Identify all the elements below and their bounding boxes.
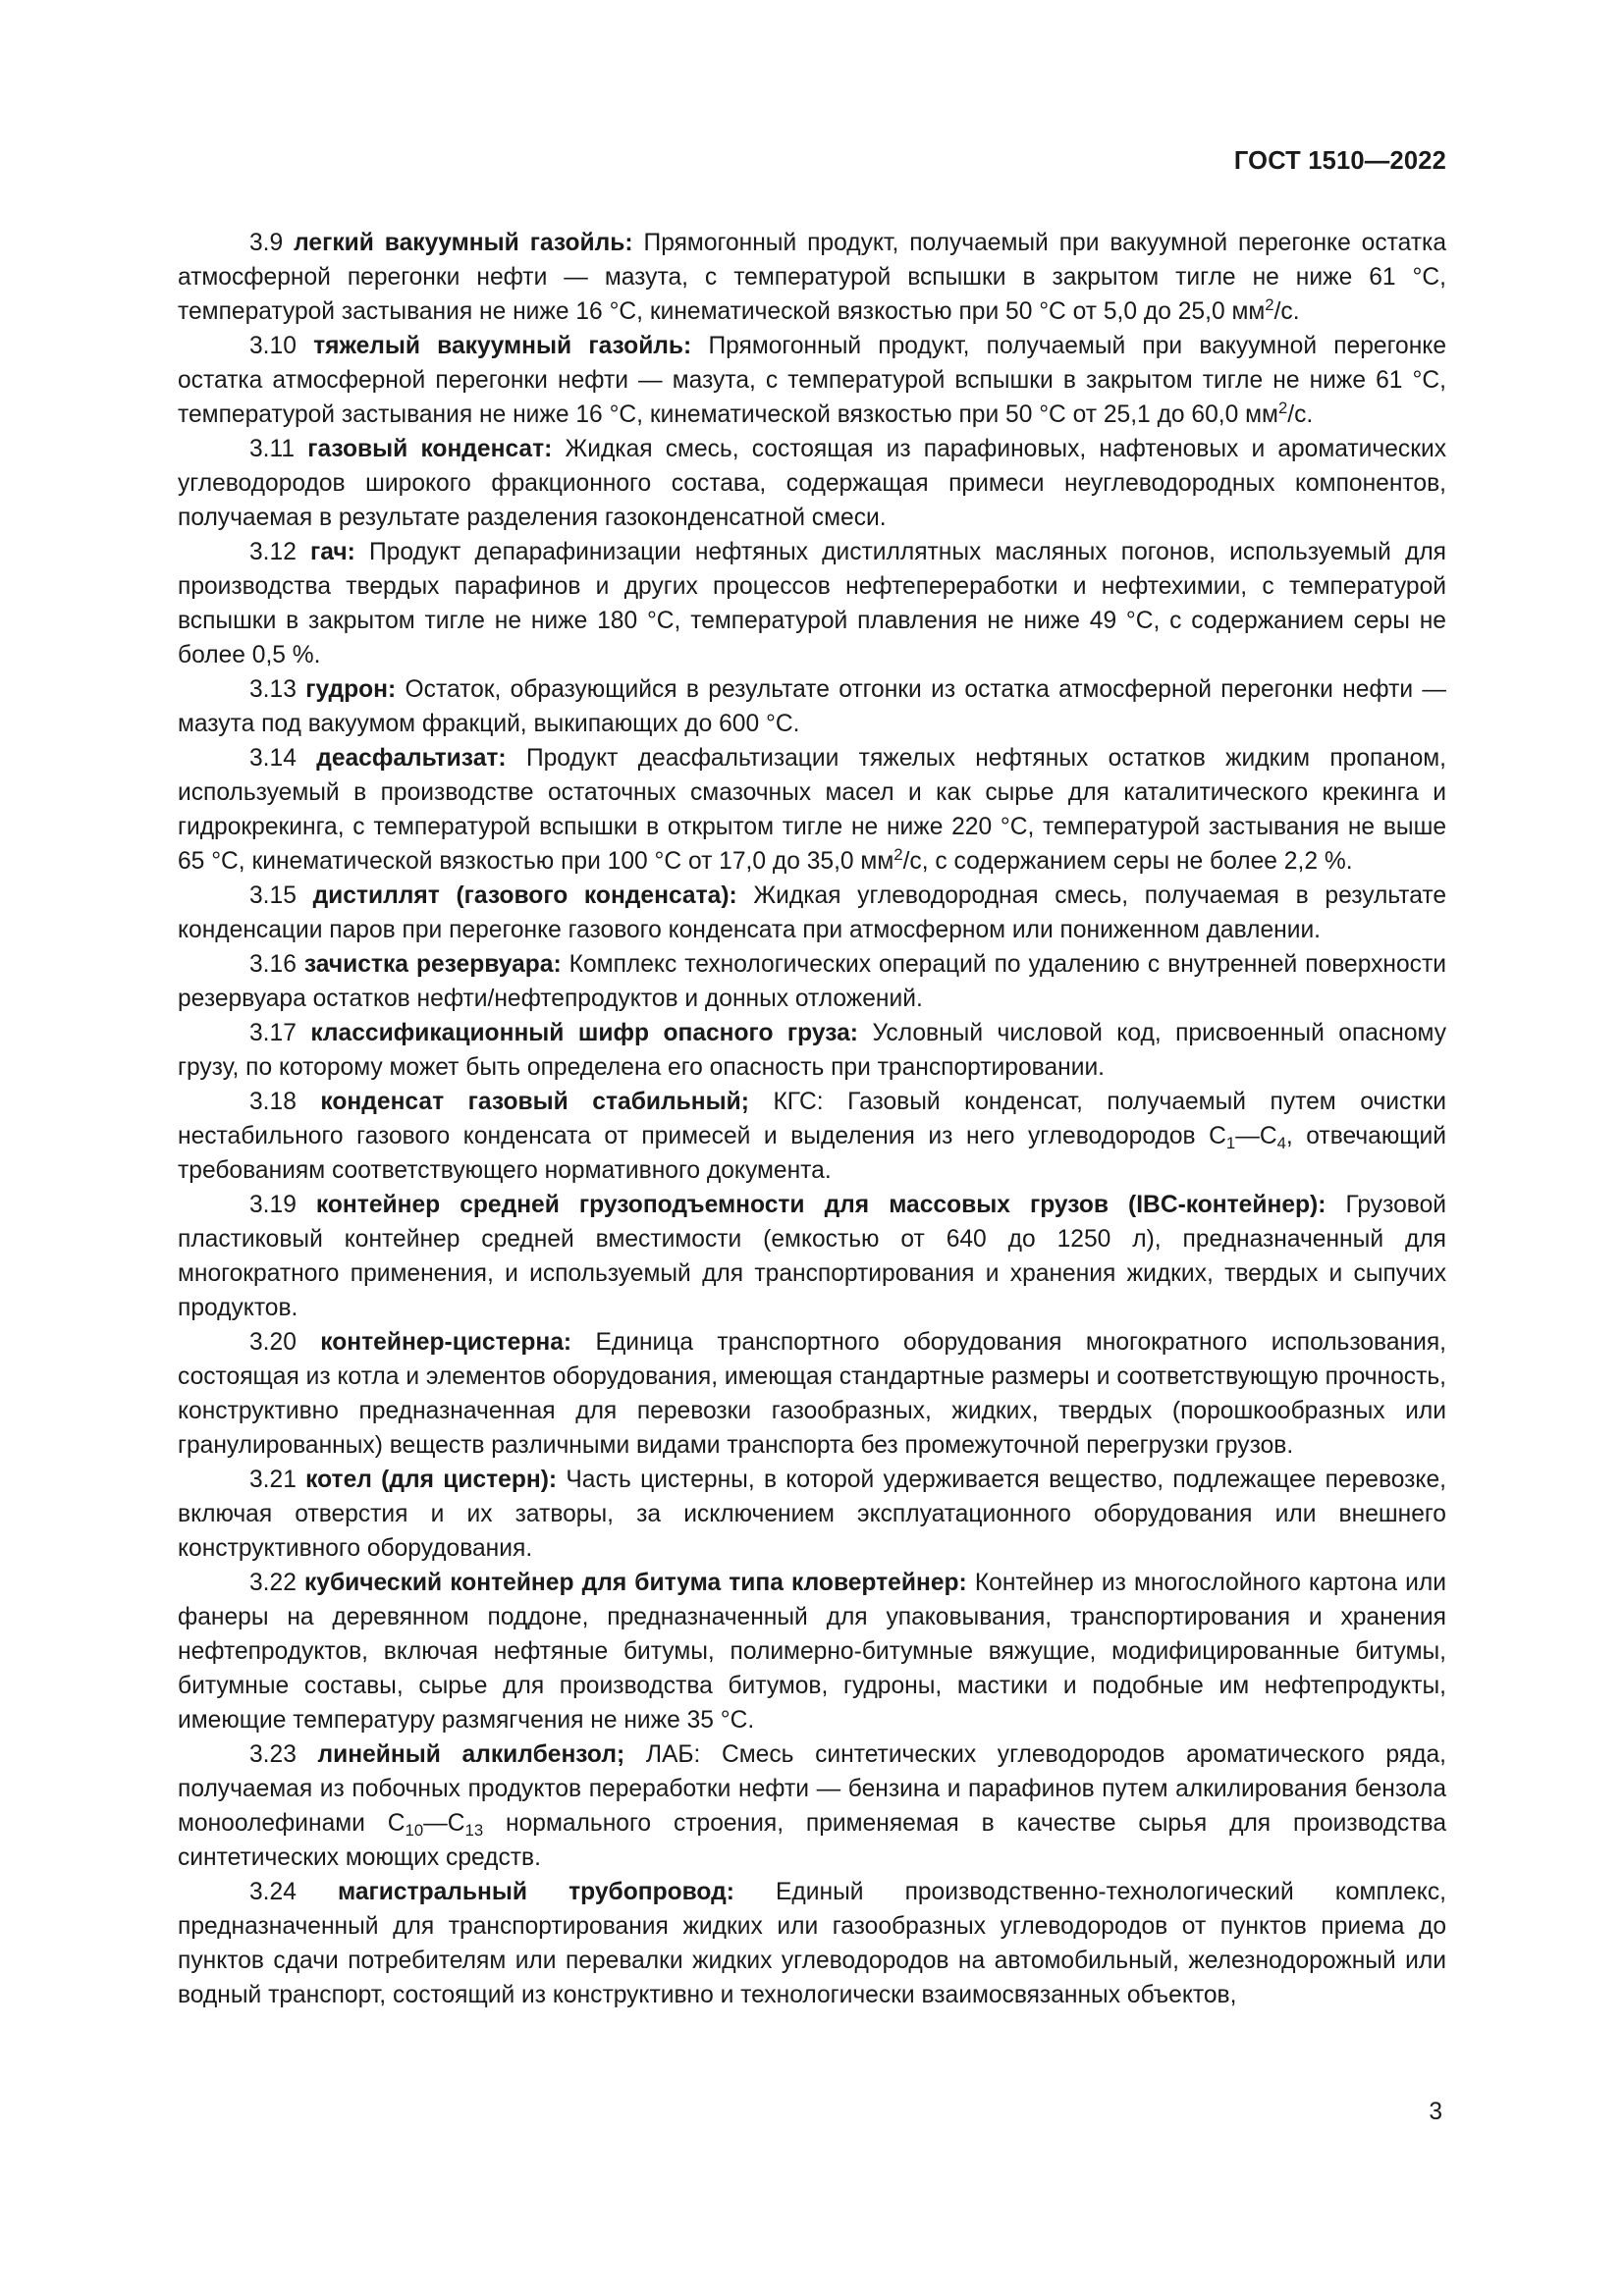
term-title: кубический контейнер для битума типа кловертейнер: (303, 1570, 967, 1596)
term-definition-text: , отвечающий требованиям соответствующего нормативного документа. (178, 1123, 1446, 1184)
term-paragraph (178, 947, 1446, 1016)
term-title: контейнер средней грузоподъемности для массовых грузов (IBC-контейнер): (315, 1192, 1326, 1218)
term-number: 3.14 (249, 745, 297, 772)
term-number: 3.19 (249, 1192, 297, 1218)
subscript: 13 (464, 1821, 484, 1841)
term-number: 3.21 (249, 1467, 297, 1493)
term-definition-text: Часть цистерны, в которой удерживается вещество, подлежащее перевозке, включая отверстия и их затворы, за исключением эксплуатационного оборудования или внешнего конструктивного оборудования. (178, 1467, 1446, 1562)
term-definition-text: Контейнер из многослойного картона или фанеры на деревянном поддоне, предназначенный для упаковывания, транспортирования и хранения нефтепродуктов, включая нефтяные битумы, полимерно-битумные вяжущие, модифицированные битумы, битумные составы, сырье для производства битумов, гудроны, мастики и подобные им нефтепродукты, имеющие температуру размягчения не ниже 35 °С. (178, 1570, 1447, 1734)
term-paragraph (178, 432, 1446, 535)
term-paragraph (178, 879, 1446, 947)
term-definition-text: Условный числовой код, присвоенный опасному грузу, по которому может быть определена его опасность при транспортировании. (178, 1020, 1446, 1081)
superscript: 2 (1265, 294, 1274, 314)
term-title: классификационный шифр опасного груза: (310, 1020, 858, 1046)
term-definition-text: Комплекс технологических операций по удалению с внутренней поверхности резервуара остатков нефти/нефтепродуктов и донных отложений. (178, 951, 1446, 1012)
term-paragraph (178, 1566, 1446, 1737)
term-definition-text: Прямогонный продукт, получаемый при вакуумной перегонке остатка атмосферной перегонки нефти — мазута, с температурой вспышки в закрытом тигле не ниже 61 °С, температурой застывания не ниже 16 °С, кинематической вязкостью при 50 °С от 25,1 до 60,0 мм (178, 333, 1446, 428)
term-definition-text: Продукт депарафинизации нефтяных дистиллятных масляных погонов, используемый для производства твердых парафинов и других процессов нефтепереработки и нефтехимии, с температурой вспышки в закрытом тигле не ниже 180 °С, температурой плавления не ниже 49 °С, с содержанием серы не более 0,5 %. (178, 539, 1446, 668)
term-paragraph (178, 1875, 1446, 2012)
term-number: 3.23 (249, 1741, 297, 1768)
document-header-code: ГОСТ 1510—2022 (1233, 147, 1446, 175)
term-paragraph (178, 1016, 1446, 1085)
term-title: деасфальтизат: (316, 745, 507, 772)
term-number: 3.17 (249, 1020, 297, 1046)
term-number: 3.24 (249, 1879, 297, 1905)
term-title: дистиллят (газового конденсата (312, 882, 722, 909)
term-title: контейнер-цистерна: (320, 1329, 572, 1356)
term-paragraph (178, 1085, 1446, 1188)
term-definition-text: —С (423, 1810, 465, 1837)
term-number: 3.18 (249, 1089, 297, 1115)
term-title: магистральный трубопровод: (337, 1879, 734, 1905)
term-paragraph (178, 535, 1446, 672)
term-definition-text: Единица транспортного оборудования многократного использования, состоящая из котла и элементов оборудования, имеющая стандартные размеры и соответствующую прочность, конструктивно предназначенная для перевозки газообразных, жидких, твердых (порошкообразных или гранулированных) веществ различными видами транспорта без промежуточной перегрузки грузов. (178, 1329, 1446, 1459)
term-number: 3.15 (249, 882, 297, 909)
term-definition-text: /с. (1273, 298, 1300, 325)
term-title: конденсат газовый стабильный; (320, 1089, 749, 1115)
term-definition-text: Остаток, образующийся в результате отгонки из остатка атмосферной перегонки нефти — мазута под вакуумом фракций, выкипающих до 600 °С. (178, 676, 1446, 737)
term-paragraph (178, 329, 1446, 432)
term-number: 3.12 (249, 539, 297, 565)
term-title: легкий вакуумный газойль: (294, 230, 633, 256)
term-paragraph (178, 226, 1446, 329)
term-paragraph (178, 672, 1446, 741)
term-definition-text: /с, с содержанием серы не более 2,2 %. (902, 848, 1353, 875)
term-number: 3.22 (249, 1570, 297, 1596)
subscript: 10 (405, 1821, 424, 1841)
term-paragraph (178, 1188, 1446, 1325)
term-number: 3.10 (249, 333, 297, 359)
term-definition-text: КГС: Газовый конденсат, получаемый путем очистки нестабильного газового конденсата от примесей и выделения из него углеводородов С (178, 1089, 1447, 1149)
superscript: 2 (893, 844, 903, 864)
term-definition-text: Грузовой пластиковый контейнер средней вместимости (емкостью от 640 до 1250 л), предназначенный для многократного применения, и используемый для транспортирования и хранения жидких, твердых и сыпучих продуктов. (178, 1192, 1446, 1321)
term-title: линейный алкилбензол; (317, 1741, 625, 1768)
term-definition-text: Жидкая смесь, состоящая из парафиновых, нафтеновых и ароматических углеводородов широкого фракционного состава, содержащая примеси неуглеводородных компонентов, получаемая в результате разделения газоконденсатной смеси. (178, 436, 1446, 531)
term-number: 3.16 (249, 951, 297, 978)
term-number: 3.9 (249, 230, 284, 256)
superscript: 2 (1277, 398, 1288, 417)
term-definition-text: —С (1235, 1123, 1277, 1149)
term-definition-text: Продукт деасфальтизации тяжелых нефтяных остатков жидким пропаном, используемый в производстве остаточных смазочных масел и как сырье для каталитического крекинга и гидрокрекинга, с температурой вспышки в открытом тигле не ниже 220 °С, температурой застывания не выше 65 °С, кинематической вязкостью при 100 °С от 17,0 до 35,0 мм (178, 745, 1447, 875)
term-title: гач: (310, 539, 355, 565)
term-title-suffix: ): (721, 882, 737, 909)
page-number: 3 (1429, 2099, 1442, 2125)
subscript: 1 (1225, 1134, 1236, 1153)
term-number: 3.11 (249, 436, 296, 462)
term-number: 3.13 (249, 676, 297, 703)
term-definition-text: /с. (1287, 401, 1314, 428)
term-definition-text: Единый производственно-технологический комплекс, предназначенный для транспортирования жидких или газообразных углеводородов от пунктов приема до пунктов сдачи потребителям или перевалки жидких углеводородов на автомобильный, железнодорожный или водный транспорт, состоящий из конструктивно и технологически взаимосвязанных объектов, (178, 1879, 1446, 2008)
term-title: гудрон: (305, 676, 397, 703)
term-definition-text: нормального строения, применяемая в качестве сырья для производства синтетических моющих средств. (178, 1810, 1446, 1871)
term-definition-text: Жидкая углеводородная смесь, получаемая в результате конденсации паров при перегонке газового конденсата при атмосферном или пониженном давлении. (178, 882, 1446, 943)
term-paragraph (178, 741, 1446, 879)
term-definition-text: Прямогонный продукт, получаемый при вакуумной перегонке остатка атмосферной перегонки нефти — мазута, с температурой вспышки в закрытом тигле не ниже 61 °С, температурой застывания не ниже 16 °С, кинематической вязкостью при 50 °С от 5,0 до 25,0 мм (178, 230, 1446, 325)
subscript: 4 (1276, 1134, 1286, 1153)
term-title: котел (для цистерн): (305, 1467, 558, 1493)
term-title: газовый конденсат: (307, 436, 553, 462)
term-definition-text: ЛАБ: Смесь синтетических углеводородов ароматического ряда, получаемая из побочных продуктов переработки нефти — бензина и парафинов путем алкилирования бензола моноолефинами С (178, 1741, 1446, 1837)
term-paragraph (178, 1325, 1446, 1463)
term-paragraph (178, 1737, 1446, 1875)
term-title: тяжелый вакуумный газойль: (313, 333, 692, 359)
term-number: 3.20 (249, 1329, 297, 1356)
term-title: зачистка резервуара: (303, 951, 562, 978)
terms-list (178, 226, 1446, 2012)
term-paragraph (178, 1463, 1446, 1566)
